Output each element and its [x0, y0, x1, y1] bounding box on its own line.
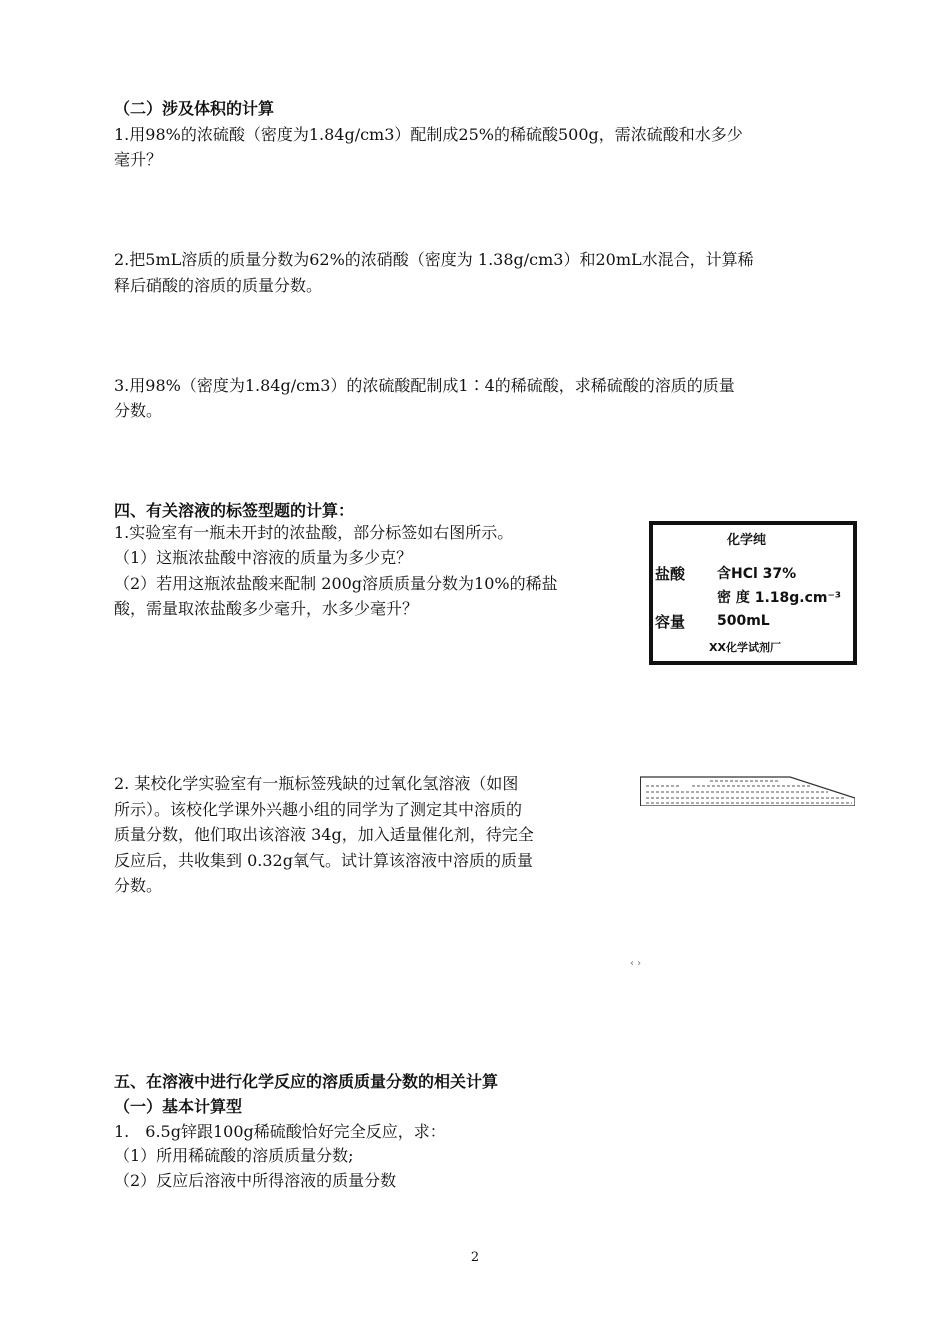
question-text: 1.用98%的浓硫酸（密度为1.84g/cm3）配制成25%的稀硫酸500g，需浓硫酸和水多少	[114, 125, 743, 144]
question-text: 质量分数，他们取出该溶液 34g，加入适量催化剂，待完全	[114, 825, 534, 844]
question-text: （2）若用这瓶浓盐酸来配制 200g溶质质量分数为10%的稀盐	[114, 574, 558, 593]
label-volume-value: 500mL	[717, 613, 770, 629]
label-grade: 化学纯	[727, 533, 767, 548]
question-text: 释后硝酸的溶质的质量分数。	[114, 276, 323, 295]
question-text: 分数。	[114, 876, 163, 895]
question-text: 酸，需量取浓盐酸多少毫升，水多少毫升？	[114, 599, 419, 618]
question-text: 3.用98%（密度为1.84g/cm3）的浓硫酸配制成1∶4的稀硫酸，求稀硫酸的溶质的质量	[114, 376, 735, 395]
section-heading-volume: （二）涉及体积的计算	[114, 99, 275, 118]
question-text: 分数。	[114, 401, 163, 420]
question-text: 所示）。该校化学课外兴趣小组的同学为了测定其中溶质的	[114, 800, 523, 819]
question-text: （1）所用稀硫酸的溶质质量分数;	[114, 1146, 354, 1165]
label-content: 含HCl 37%	[717, 566, 797, 582]
question-text: （1）这瓶浓盐酸中溶液的质量为多少克？	[114, 548, 413, 567]
hcl-bottle-label	[649, 521, 857, 665]
image-fragment: ‹ ›	[630, 958, 642, 969]
question-text: 1.实验室有一瓶未开封的浓盐酸，部分标签如右图所示。	[114, 523, 514, 542]
question-text: （2）反应后溶液中所得溶液的质量分数	[114, 1171, 397, 1190]
section-heading-reaction: 五、在溶液中进行化学反应的溶质质量分数的相关计算	[114, 1072, 499, 1091]
section-heading-label-problems: 四、有关溶液的标签型题的计算：	[114, 501, 355, 520]
question-text: 毫升？	[114, 150, 163, 169]
question-text: 反应后，共收集到 0.32g氧气。试计算该溶液中溶质的质量	[114, 851, 533, 870]
label-maker: XX化学试剂厂	[709, 641, 781, 654]
page-number: 2	[470, 1250, 480, 1265]
label-name: 盐酸	[655, 565, 686, 583]
label-density: 密 度 1.18g.cm⁻³	[717, 590, 842, 606]
question-text: 2.把5mL溶质的质量分数为62%的浓硝酸（密度为 1.38g/cm3）和20mL水混合，计算稀	[114, 250, 754, 269]
sub-heading-basic: （一）基本计算型	[114, 1097, 243, 1116]
question-text: 1. 6.5g锌跟100g稀硫酸恰好完全反应，求：	[114, 1122, 446, 1141]
question-text: 2. 某校化学实验室有一瓶标签残缺的过氧化氢溶液（如图	[114, 774, 519, 793]
label-volume-key: 容量	[655, 613, 686, 631]
torn-h2o2-label-image	[640, 776, 855, 806]
